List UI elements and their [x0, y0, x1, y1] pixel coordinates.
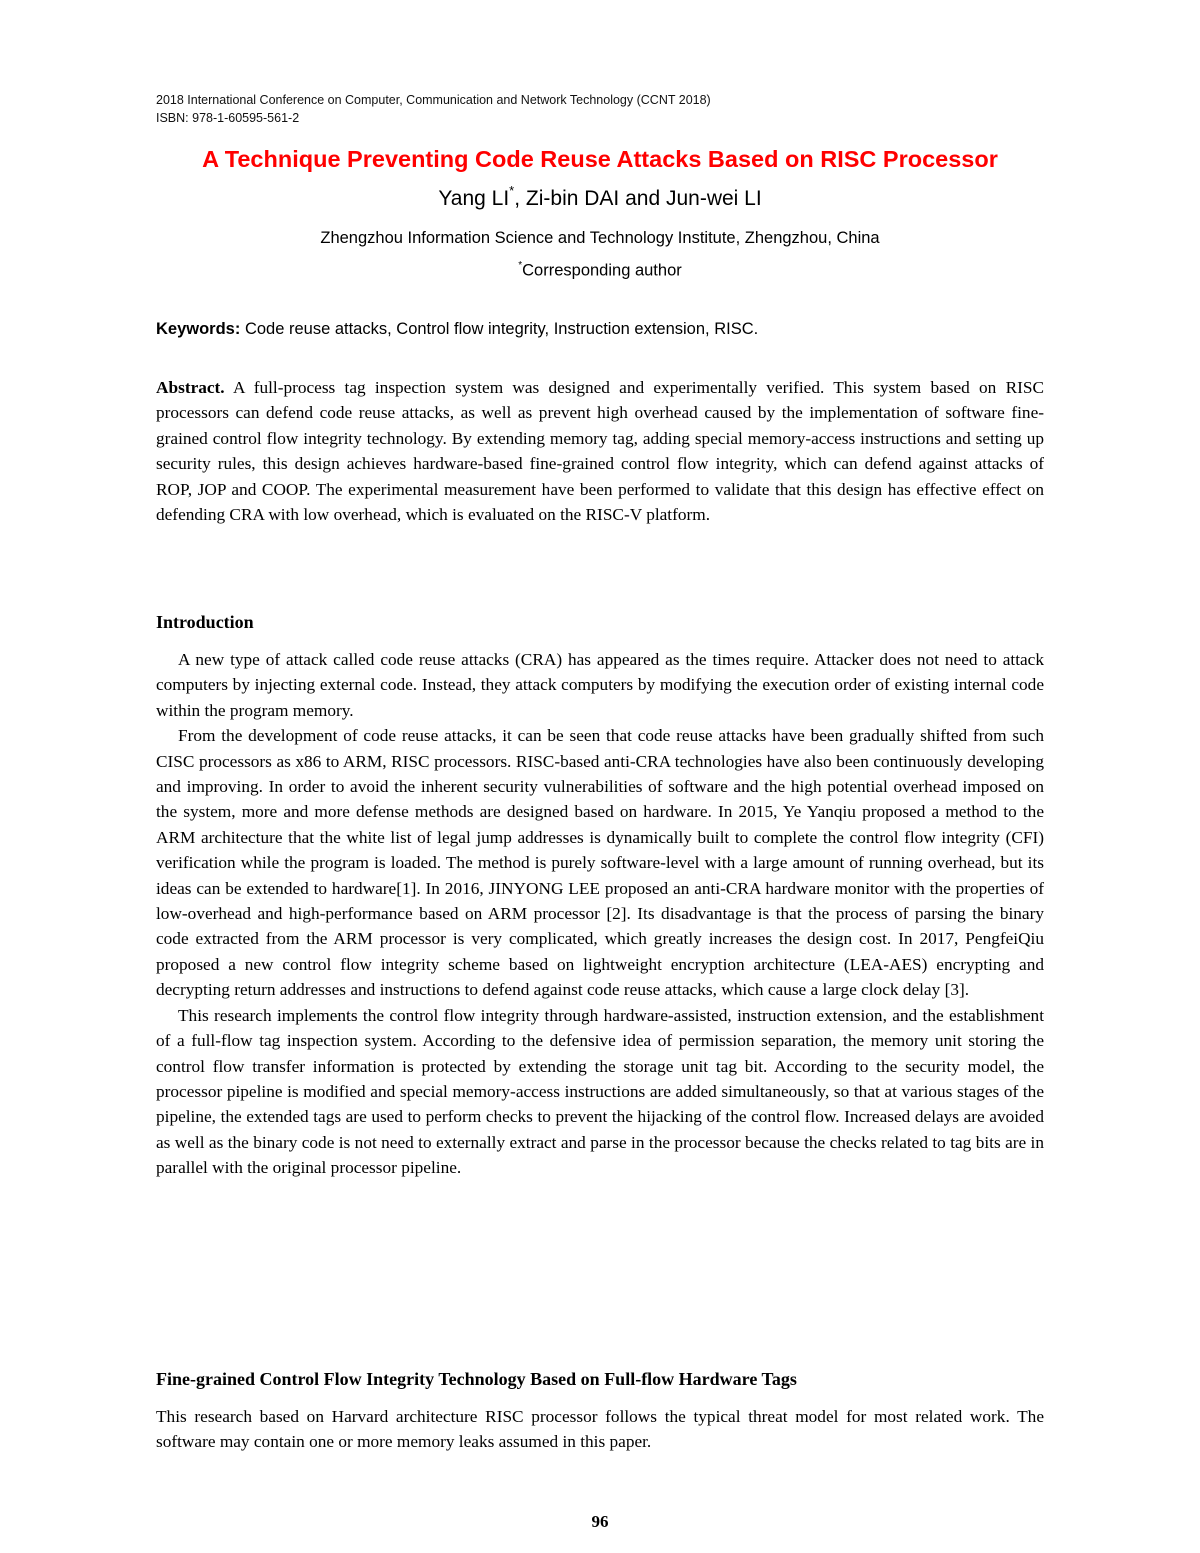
corresponding-note	[0, 261, 1200, 281]
conference-name: 2018 International Conference on Computer, Communication and Network Technology (CCNT 2018)	[156, 93, 711, 107]
corresponding-label: Corresponding author	[522, 261, 682, 280]
introduction-body	[156, 647, 1044, 1181]
abstract	[156, 375, 1044, 527]
keywords	[156, 320, 1046, 339]
abstract-text: A full-process tag inspection system was designed and experimentally verified. This system based on RISC processors can defend code reuse attacks, as well as prevent high overhead caused by the implementation of software fine-grained control flow integrity technology. By extending memory tag, adding special memory-access instructions and setting up security rules, this design achieves hardware-based fine-grained control flow integrity, which can defend against attacks of ROP, JOP and COOP. The experimental measurement have been performed to validate that this design has effective effect on defending CRA with low overhead, which is evaluated on the RISC-V platform.	[156, 378, 1044, 525]
intro-paragraph-2: From the development of code reuse attacks, it can be seen that code reuse attacks have been gradually shifted from such CISC processors as x86 to ARM, RISC processors. RISC-based anti-CRA technologies have also been continuously developing and improving. In order to avoid the inherent security vulnerabilities of software and the high potential overhead imposed on the system, more and more defense methods are designed based on hardware. In 2015, Ye Yanqiu proposed a method to the ARM architecture that the white list of legal jump addresses is dynamically built to complete the control flow integrity (CFI) verification while the program is loaded. The method is purely software-level with a large amount of running overhead, but its ideas can be extended to hardware[1]. In 2016, JINYONG LEE proposed an anti-CRA hardware monitor with the properties of low-overhead and high-performance based on ARM processor [2]. Its disadvantage is that the process of parsing the binary code extracted from the ARM processor is very complicated, which greatly increases the design cost. In 2017, PengfeiQiu proposed a new control flow integrity scheme based on lightweight encryption architecture (LEA-AES) encrypting and decrypting return addresses and instructions to defend against code reuse attacks, which cause a large clock delay [3].	[156, 726, 1044, 1000]
affiliation: Zhengzhou Information Science and Technology Institute, Zhengzhou, China	[320, 229, 880, 247]
fine-grained-heading: Fine-grained Control Flow Integrity Technology Based on Full-flow Hardware Tags	[156, 1369, 797, 1389]
keywords-text: Code reuse attacks, Control flow integrity, Instruction extension, RISC.	[244, 320, 759, 338]
corresponding-author-mark: *	[509, 183, 515, 198]
page-number: 96	[591, 1512, 609, 1531]
conference-header	[156, 91, 1056, 127]
paper-title: A Technique Preventing Code Reuse Attacks Based on RISC Processor	[202, 146, 998, 172]
isbn: ISBN: 978-1-60595-561-2	[156, 111, 300, 125]
intro-paragraph-1: A new type of attack called code reuse attacks (CRA) has appeared as the times require. Attacker does not need to attack computers by injecting external code. Instead, they attack computers by modifying the execution order of existing internal code within the program memory.	[156, 650, 1044, 720]
introduction-heading: Introduction	[156, 612, 254, 632]
corresponding-mark: *	[518, 260, 523, 271]
abstract-label: Abstract.	[156, 378, 225, 397]
author-rest: , Zi-bin DAI and Jun-wei LI	[514, 187, 762, 210]
author-first: Yang LI	[438, 187, 510, 210]
author-list	[0, 185, 1200, 211]
keywords-label: Keywords:	[156, 320, 241, 338]
intro-paragraph-3: This research implements the control flow integrity through hardware-assisted, instruction extension, and the establishment of a full-flow tag inspection system. According to the defensive idea of permission separation, the memory unit storing the control flow transfer information is protected by extending the storage unit tag bit. According to the security model, the processor pipeline is modified and special memory-access instructions are added simultaneously, so that at various stages of the pipeline, the extended tags are used to perform checks to prevent the hijacking of the control flow. Increased delays are avoided as well as the binary code is not need to externally extract and parse in the processor because the checks related to tag bits are in parallel with the original processor pipeline.	[156, 1005, 1044, 1178]
fine-grained-paragraph: This research based on Harvard architecture RISC processor follows the typical threat model for most related work. The software may contain one or more memory leaks assumed in this paper.	[156, 1407, 1044, 1452]
